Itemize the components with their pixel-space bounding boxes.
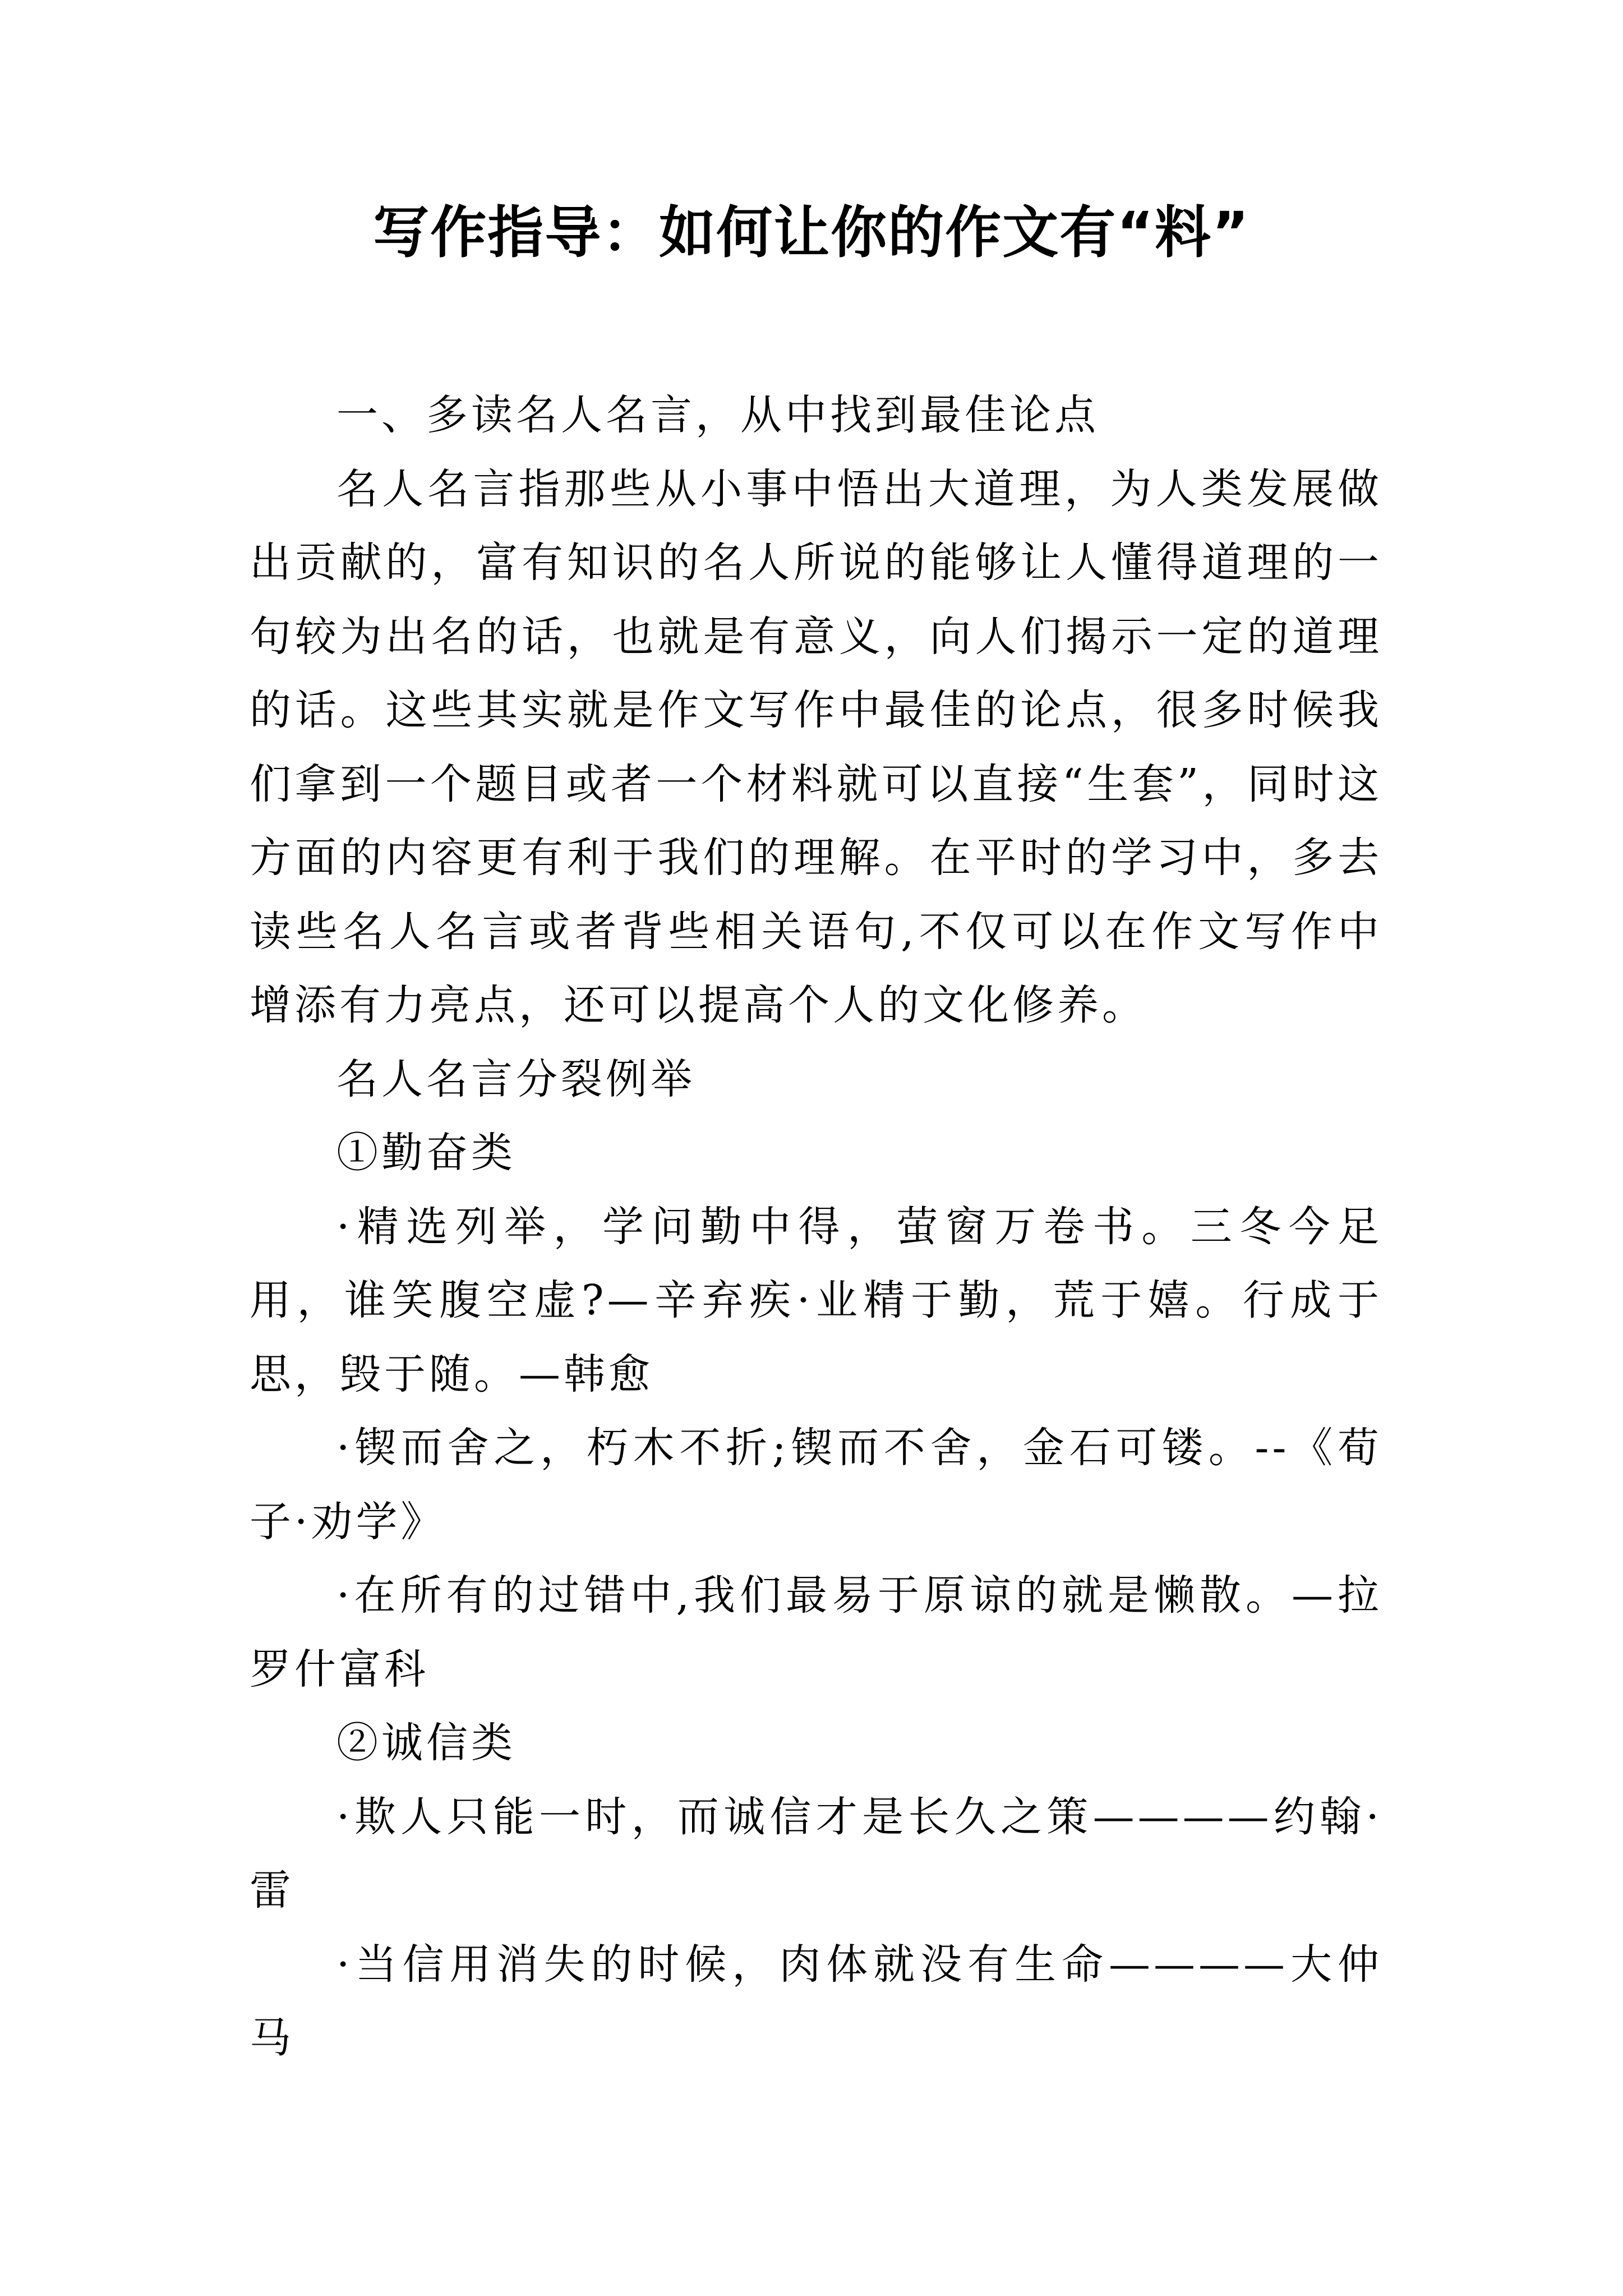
subheading-examples: 名人名言分裂例举 [336, 1055, 695, 1103]
quote-item-3: ·在所有的过错中,我们最易于原谅的就是懒散。—拉罗什富科 [250, 1571, 1382, 1694]
page-title: 写作指导：如何让你的作文有“料” [373, 200, 1250, 265]
quote-item-4: ·欺人只能一时，而诚信才是长久之策————约翰·雷 [250, 1792, 1382, 1915]
body-paragraph-intro: 名人名言指那些从小事中悟出大道理，为人类发展做出贡献的，富有知识的名人所说的能够让人懂得道理的一句较为出名的话，也就是有意义，向人们揭示一定的道理的话。这些其实就是作文写作中最佳的论点，很多时候我们拿到一个题目或者一个材料就可以直接“生套”，同时这方面的内容更有利于我们的理解。在平时的学习中，多去读些名人名言或者背些相关语句,不仅可以在作文写作中增添有力亮点，还可以提高个人的文化修养。 [250, 464, 1382, 1029]
document-body [250, 379, 1382, 2076]
quote-item-5: ·当信用消失的时候，肉体就没有生命————大仲马 [250, 1940, 1382, 2062]
category-integrity: ②诚信类 [336, 1719, 516, 1767]
quote-item-1: ·精选列举，学问勤中得，萤窗万卷书。三冬今足用，谁笑腹空虚?—辛弃疾·业精于勤，荒于嬉。行成于思，毁于随。—韩愈 [250, 1202, 1382, 1398]
quote-item-2: ·锲而舍之，朽木不折;锲而不舍，金石可镂。--《荀子·劝学》 [250, 1424, 1382, 1546]
section-heading-1: 一、多读名人名言，从中找到最佳论点 [336, 391, 1099, 439]
category-diligence: ①勤奋类 [336, 1129, 516, 1177]
